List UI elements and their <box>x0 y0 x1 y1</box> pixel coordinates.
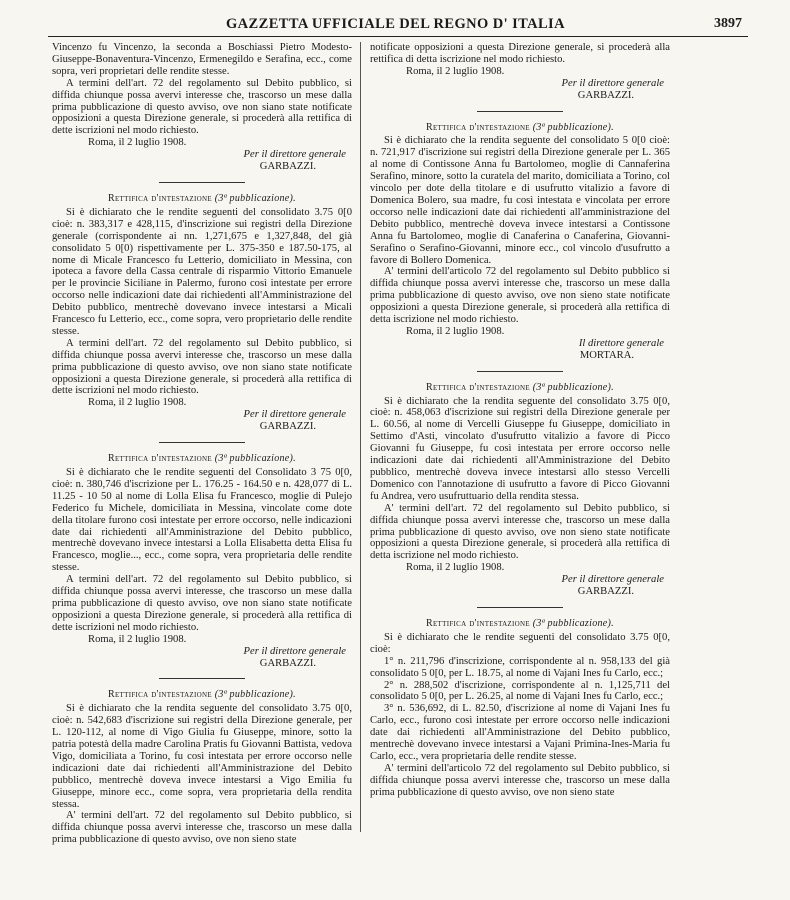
separator <box>159 678 245 679</box>
signature-label: Per il direttore generale <box>561 77 664 89</box>
heading-publication: (3ª pubblicazione). <box>214 453 296 465</box>
paragraph: A termini dell'art. 72 del regolamento sul Debito pubblico, si diffida chiunque possa avervi interesse che, trascorso un mese dalla prima pubblicazione di questo avviso, ove non siano state notificate opposizioni a questa Direzione generale, si procederà alla rettifica di dette iscrizioni nel modo richiesto. <box>52 77 352 137</box>
heading-publication: (3ª pubblicazione). <box>532 381 614 393</box>
notice-heading <box>370 618 670 630</box>
date-line: Roma, il 2 luglio 1908. <box>88 137 187 149</box>
signature-name: GARBAZZI. <box>259 161 316 173</box>
separator <box>159 182 245 183</box>
signature-name: GARBAZZI. <box>577 586 634 598</box>
right-column <box>370 42 670 799</box>
separator <box>477 371 563 372</box>
signature-label: Per il direttore generale <box>561 574 664 586</box>
heading-publication: (3ª pubblicazione). <box>214 192 296 204</box>
date-line: Roma, il 2 luglio 1908. <box>88 633 187 645</box>
heading-publication: (3ª pubblicazione). <box>532 121 614 133</box>
heading-rettifica: Rettifica d'intestazione <box>426 617 530 629</box>
paragraph: Vincenzo fu Vincenzo, la seconda a Boschiassi Pietro Modesto-Giuseppe-Bonaventura-Vincenzo, Ermenegildo e Serafina, ecc., come sopra, veri proprietari delle rendite stesse. <box>52 42 352 77</box>
signature-label: Per il direttore generale <box>243 149 346 161</box>
date-line: Roma, il 2 luglio 1908. <box>406 65 505 77</box>
paragraph: A termini dell'art. 72 del regolamento sul Debito pubblico, si diffida chiunque possa avervi interesse, che trascorso un mese dalla prima pubblicazione di questo avviso, ove non siano state notificate opposizioni a questa Direzione generale, si procederà alla rettifica di dette iscrizioni nel modo richiesto. <box>52 574 352 633</box>
date-line: Roma, il 2 luglio 1908. <box>88 397 187 409</box>
signature <box>52 646 352 670</box>
paragraph: Si è dichiarato che la rendita seguente del consolidato 3.75 0[0, cioè: n. 458,063 d'iscrizione sui registri della Direzione generale per L. 60.56, al nome di Vercelli Giuseppe fu Giuseppe, domiciliato in Settimo d'Asti, vincolato d'usufrutto vitalizio a favore di Picco Giovanni fu Giuseppe, fu così intestata per errore occorso nelle indicazioni date dai richiedenti all'Amministrazione del Debito pubblico, mentrechè doveva invece intestarsi allo stesso Vercelli Domenico con l'annotazione di usufrutto a favore di Picco Giovanni fu Andrea, vero usufruttuario della rendita stessa. <box>370 395 670 502</box>
paragraph: A' termini dell'art. 72 del regolamento sul Debito pubblico, si diffida chiunque possa avervi interesse che, trascorso un mese dalla prima pubblicazione di questo avviso, ove non sieno state <box>52 810 352 846</box>
paragraph: Si è dichiarato che le rendite seguenti del Consolidato 3 75 0[0, cioè: n. 380,746 d'iscrizione per L. 176.25 - 164.50 e n. 428,077 di L. 11.25 - 10 50 al nome di Lolla Elisa fu Francesco, moglie di Pulejo Federico fu Michele, domiciliata in Messina, vincolate come dote della titolare furono così intestate per errore occorso, nelle indicazioni date dai richiedenti all'Amministrazione del Debito pubblico, mentrechè dovevano invece intestarsi a Lolla Elisabetta detta Elisa fu Francesco, moglie..., ecc., come sopra, vera proprietaria delle rendite stesse. <box>52 467 352 574</box>
heading-rettifica: Rettifica d'intestazione <box>426 381 530 393</box>
column-divider <box>360 42 361 832</box>
heading-rettifica: Rettifica d'intestazione <box>108 689 212 701</box>
list-item: 1° n. 211,796 d'inscrizione, corrispondente al n. 958,133 del già consolidato 5 0[0, per L. 18.75, al nome di Vajani Ines fu Carlo, ecc.; <box>370 655 670 679</box>
heading-rettifica: Rettifica d'intestazione <box>108 192 212 204</box>
signature-name: MORTARA. <box>579 349 634 361</box>
notice-heading <box>370 382 670 394</box>
paragraph: A' termini dell'articolo 72 del regolamento sul Debito pubblico, si diffida chiunque possa avervi interesse che, trascorso un mese dalla prima pubblicazione di questo avviso, ove non sieno state <box>370 762 670 798</box>
notice-heading <box>52 193 352 205</box>
notice-heading <box>52 689 352 701</box>
separator <box>477 111 563 112</box>
heading-rettifica: Rettifica d'intestazione <box>426 121 530 133</box>
signature-label: Per il direttore generale <box>243 645 346 657</box>
heading-publication: (3ª pubblicazione). <box>214 689 296 701</box>
date-line: Roma, il 2 luglio 1908. <box>406 325 505 337</box>
page-header <box>48 10 748 37</box>
signature-name: GARBAZZI. <box>259 421 316 433</box>
separator <box>477 607 563 608</box>
separator <box>159 442 245 443</box>
notice-heading <box>52 453 352 465</box>
paragraph: Si è dichiarato che la rendita seguente del consolidato 3.75 0[0, cioè: n. 542,683 d'iscrizione sui registri della Direzione generale, per L. 120-112, al nome di Vigo Giulia fu Giuseppe, minore, sotto la patria potestà della madre Carolina Pratis fu Giovanni Battista, vedova Vigo, domiciliata a Torino, fu così intestata per errore occorso nelle indicazioni date dai richiedenti all'Amministrazione del Debito pubblico, mentrechè doveva invece intestarsi a Vigo Emilia fu Giuseppe, minore ecc., come sopra, vera proprietaria della rendita stessa. <box>52 703 352 810</box>
left-column <box>52 42 352 846</box>
notice-heading <box>370 122 670 134</box>
gazette-title: GAZZETTA UFFICIALE DEL REGNO D' ITALIA <box>226 16 565 32</box>
signature-label: Il direttore generale <box>578 337 664 349</box>
date-line: Roma, il 2 luglio 1908. <box>406 562 505 574</box>
list-item: 3° n. 536,692, di L. 82.50, d'iscrizione al nome di Vajani Ines fu Carlo, ecc., furono così intestate per errore occorso nelle indicazioni date dai richiedenti all'Amministrazione del Debito pubblico, mentrechè dovevano invece intestarsi a Vajani Primina-Ines-Maria fu Carlo, ecc., vera proprietaria delle rendite stesse. <box>370 703 670 762</box>
signature <box>52 149 352 173</box>
paragraph: A termini dell'art. 72 del regolamento sul Debito pubblico, si diffida chiunque possa avervi interesse che, trascorso un mese dalla prima pubblicazione di questo avviso, ove non siano state notificate opposizioni a questa Direzione generale, si procederà alla rettifica di dette iscrizioni nel modo richiesto. <box>52 337 352 397</box>
signature <box>370 338 670 362</box>
paragraph: A' termini dell'art. 72 del regolamento sul Debito pubblico, si diffida chiunque possa avervi interesse che, trascorso un mese dalla prima pubblicazione di questo avviso, ove non sieno state notificate opposizioni a questa Direzione generale, si procederà alla rettifica di detta iscrizione nel modo richiesto. <box>370 502 670 562</box>
signature <box>370 78 670 102</box>
paragraph: Si è dichiarato che la rendita seguente del consolidato 5 0[0 cioè: n. 721,917 d'iscrizione sui registri della Direzione generale per L. 365 al nome di Contissone Anna fu Bartolomeo, moglie di Cannaferina Serafino, minore, sotto la curatela del marito, domiciliata a Torino, col vincolo per dote della titolare e di usufrutto vitalizio a favore di Domenica Bolero, sua madre, fu così intestata e vincolata per errore occorso nelle indicazioni date dai richiedenti all'amministrazione del Debito pubblico, mentrechè doveva invece intestarsi a Contissone Anna fu Bartolomeo, moglie di Canaferina o Canaferina, Giovanni-Serafino o Serafino-Giovanni, minore ecc., col vincolo d'usufrutto a favore di Bollero Domenica. <box>370 135 670 266</box>
paragraph: A' termini dell'articolo 72 del regolamento sul Debito pubblico si diffida chiunque possa avervi interesse che, trascorso un mese dalla prima pubblicazione di questo avviso, ove non sieno state notificate opposizioni a questa Direzione generale, si procederà alla rettifica di detta iscrizione nel modo richiesto. <box>370 266 670 326</box>
paragraph: notificate opposizioni a questa Direzione generale, si procederà alla rettifica di detta iscrizione nel modo richiesto. <box>370 42 670 65</box>
signature-label: Per il direttore generale <box>243 409 346 421</box>
signature <box>370 574 670 598</box>
signature-name: GARBAZZI. <box>577 89 634 101</box>
list-item: 2° n. 288,502 d'iscrizione, corrispondente al n. 1,125,711 del consolidato 5 0[0, per L. 26.25, al nome di Vajani Ines fu Carlo, ecc.; <box>370 679 670 703</box>
paragraph: Si è dichiarato che le rendite seguenti del consolidato 3.75 0[0, cioè: <box>370 631 670 655</box>
paragraph: Si è dichiarato che le rendite seguenti del consolidato 3.75 0[0 cioè: n. 383,317 e 428,115, d'inscrizione sui registri della Direzione generale (corrispondente ai nn. 1,271,675 e 1,327,848, del già consolidato 5 0[0) rispettivamente per L. 375-350 e 187.50-175, al nome di Micale Francesco fu Letterio, domiciliato in Messina, con ipoteca a favore della Cassa centrale di risparmio Vittorio Emanuele per le provincie Siciliane in Palermo, furono così intestate per errore occorso nelle indicazioni date dai richiedenti all'Amministrazione del Debito pubblico, mentrechè dovevano invece intestarsi a Micali Francesco fu Letterio, ecc., come sopra, vero proprietario delle rendite stesse. <box>52 206 352 337</box>
signature-name: GARBAZZI. <box>259 657 316 669</box>
heading-rettifica: Rettifica d'intestazione <box>108 453 212 465</box>
signature <box>52 409 352 433</box>
page-number: 3897 <box>714 16 742 31</box>
heading-publication: (3ª pubblicazione). <box>532 617 614 629</box>
